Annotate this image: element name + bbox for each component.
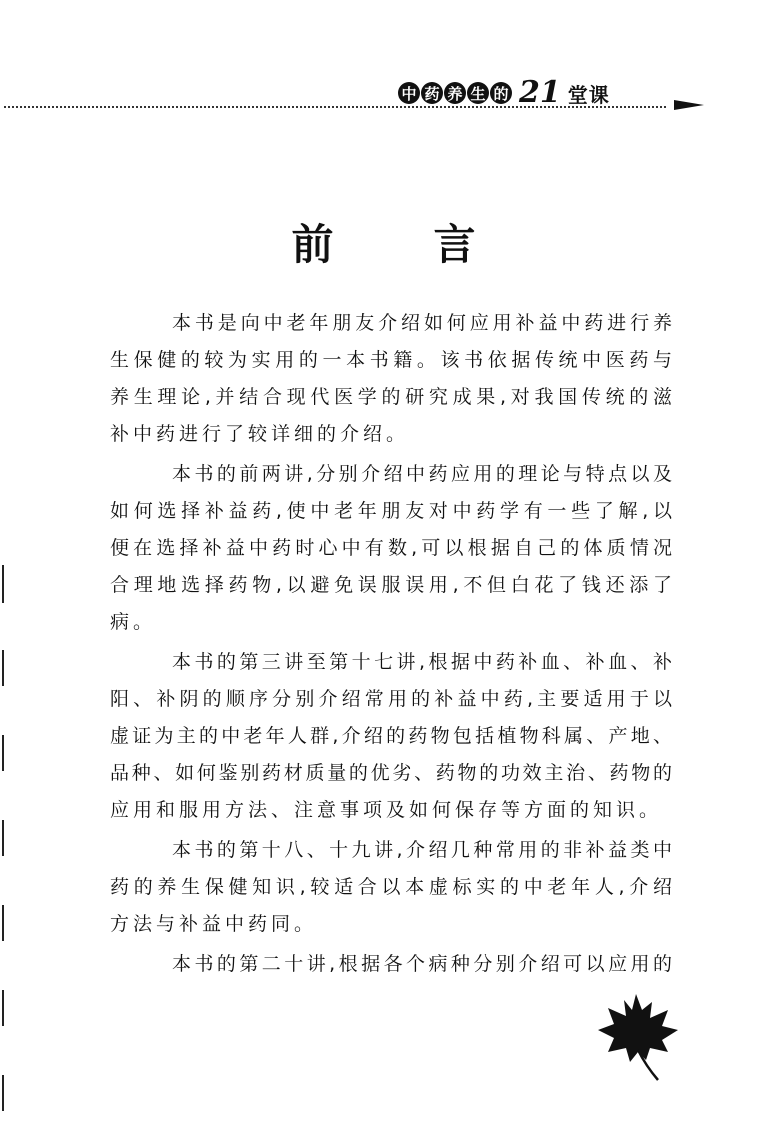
paragraph-gap (110, 983, 672, 986)
margin-mark (2, 990, 4, 1026)
page-title (0, 212, 767, 272)
header-char: 中 (398, 82, 420, 104)
header-dotted-rule (4, 106, 666, 108)
paragraph-line: 应用和服用方法、注意事项及如何保存等方面的知识。 (110, 799, 663, 821)
paragraph-line: 本书的第三讲至第十七讲,根据中药补血、补血、补 (172, 651, 672, 673)
margin-mark (2, 820, 4, 856)
paragraph-line: 补中药进行了较详细的介绍。 (110, 423, 410, 445)
paragraph-line: 本书的第二十讲,根据各个病种分别介绍可以应用的 (172, 953, 672, 975)
paragraph-line: 本书是向中老年朋友介绍如何应用补益中药进行养 (172, 312, 672, 334)
margin-mark (2, 905, 4, 941)
paragraph-line: 药的养生保健知识,较适合以本虚标实的中老年人,介绍 (110, 876, 672, 898)
header-arrow-icon (674, 100, 704, 110)
header-char: 药 (421, 82, 443, 104)
paragraph-line: 如何选择补益药,使中老年朋友对中药学有一些了解,以 (110, 500, 672, 522)
paragraph-line: 品种、如何鉴别药材质量的优劣、药物的功效主治、药物的 (110, 762, 672, 784)
maple-leaf-icon (596, 990, 680, 1082)
header-number: 21 (519, 75, 561, 110)
paragraph-line: 本书的前两讲,分别介绍中药应用的理论与特点以及 (172, 463, 672, 485)
paragraph-line: 合理地选择药物,以避免误服误用,不但白花了钱还添了 (110, 574, 672, 596)
paragraph-line: 养生理论,并结合现代医学的研究成果,对我国传统的滋 (110, 386, 672, 408)
running-header (398, 75, 610, 110)
header-char: 生 (467, 82, 489, 104)
header-suffix: 堂课 (567, 82, 610, 107)
paragraph-line: 阳、补阴的顺序分别介绍常用的补益中药,主要适用于以 (110, 688, 672, 710)
paragraph-line: 便在选择补益中药时心中有数,可以根据自己的体质情况 (110, 537, 672, 559)
body-text (110, 305, 672, 986)
title-char: 言 (433, 220, 476, 269)
header-char: 养 (444, 82, 466, 104)
paragraph-line: 本书的第十八、十九讲,介绍几种常用的非补益类中 (172, 839, 672, 861)
margin-mark (2, 1075, 4, 1111)
title-char: 前 (291, 220, 334, 269)
margin-mark (2, 735, 4, 771)
paragraph-line: 虚证为主的中老年人群,介绍的药物包括植物科属、产地、 (110, 725, 672, 747)
header-char: 的 (490, 82, 512, 104)
paragraph-line: 生保健的较为实用的一本书籍。该书依据传统中医药与 (110, 349, 672, 371)
paragraph-line: 方法与补益中药同。 (110, 913, 318, 935)
margin-mark (2, 565, 4, 603)
paragraph-line: 病。 (110, 611, 157, 633)
margin-mark (2, 650, 4, 686)
